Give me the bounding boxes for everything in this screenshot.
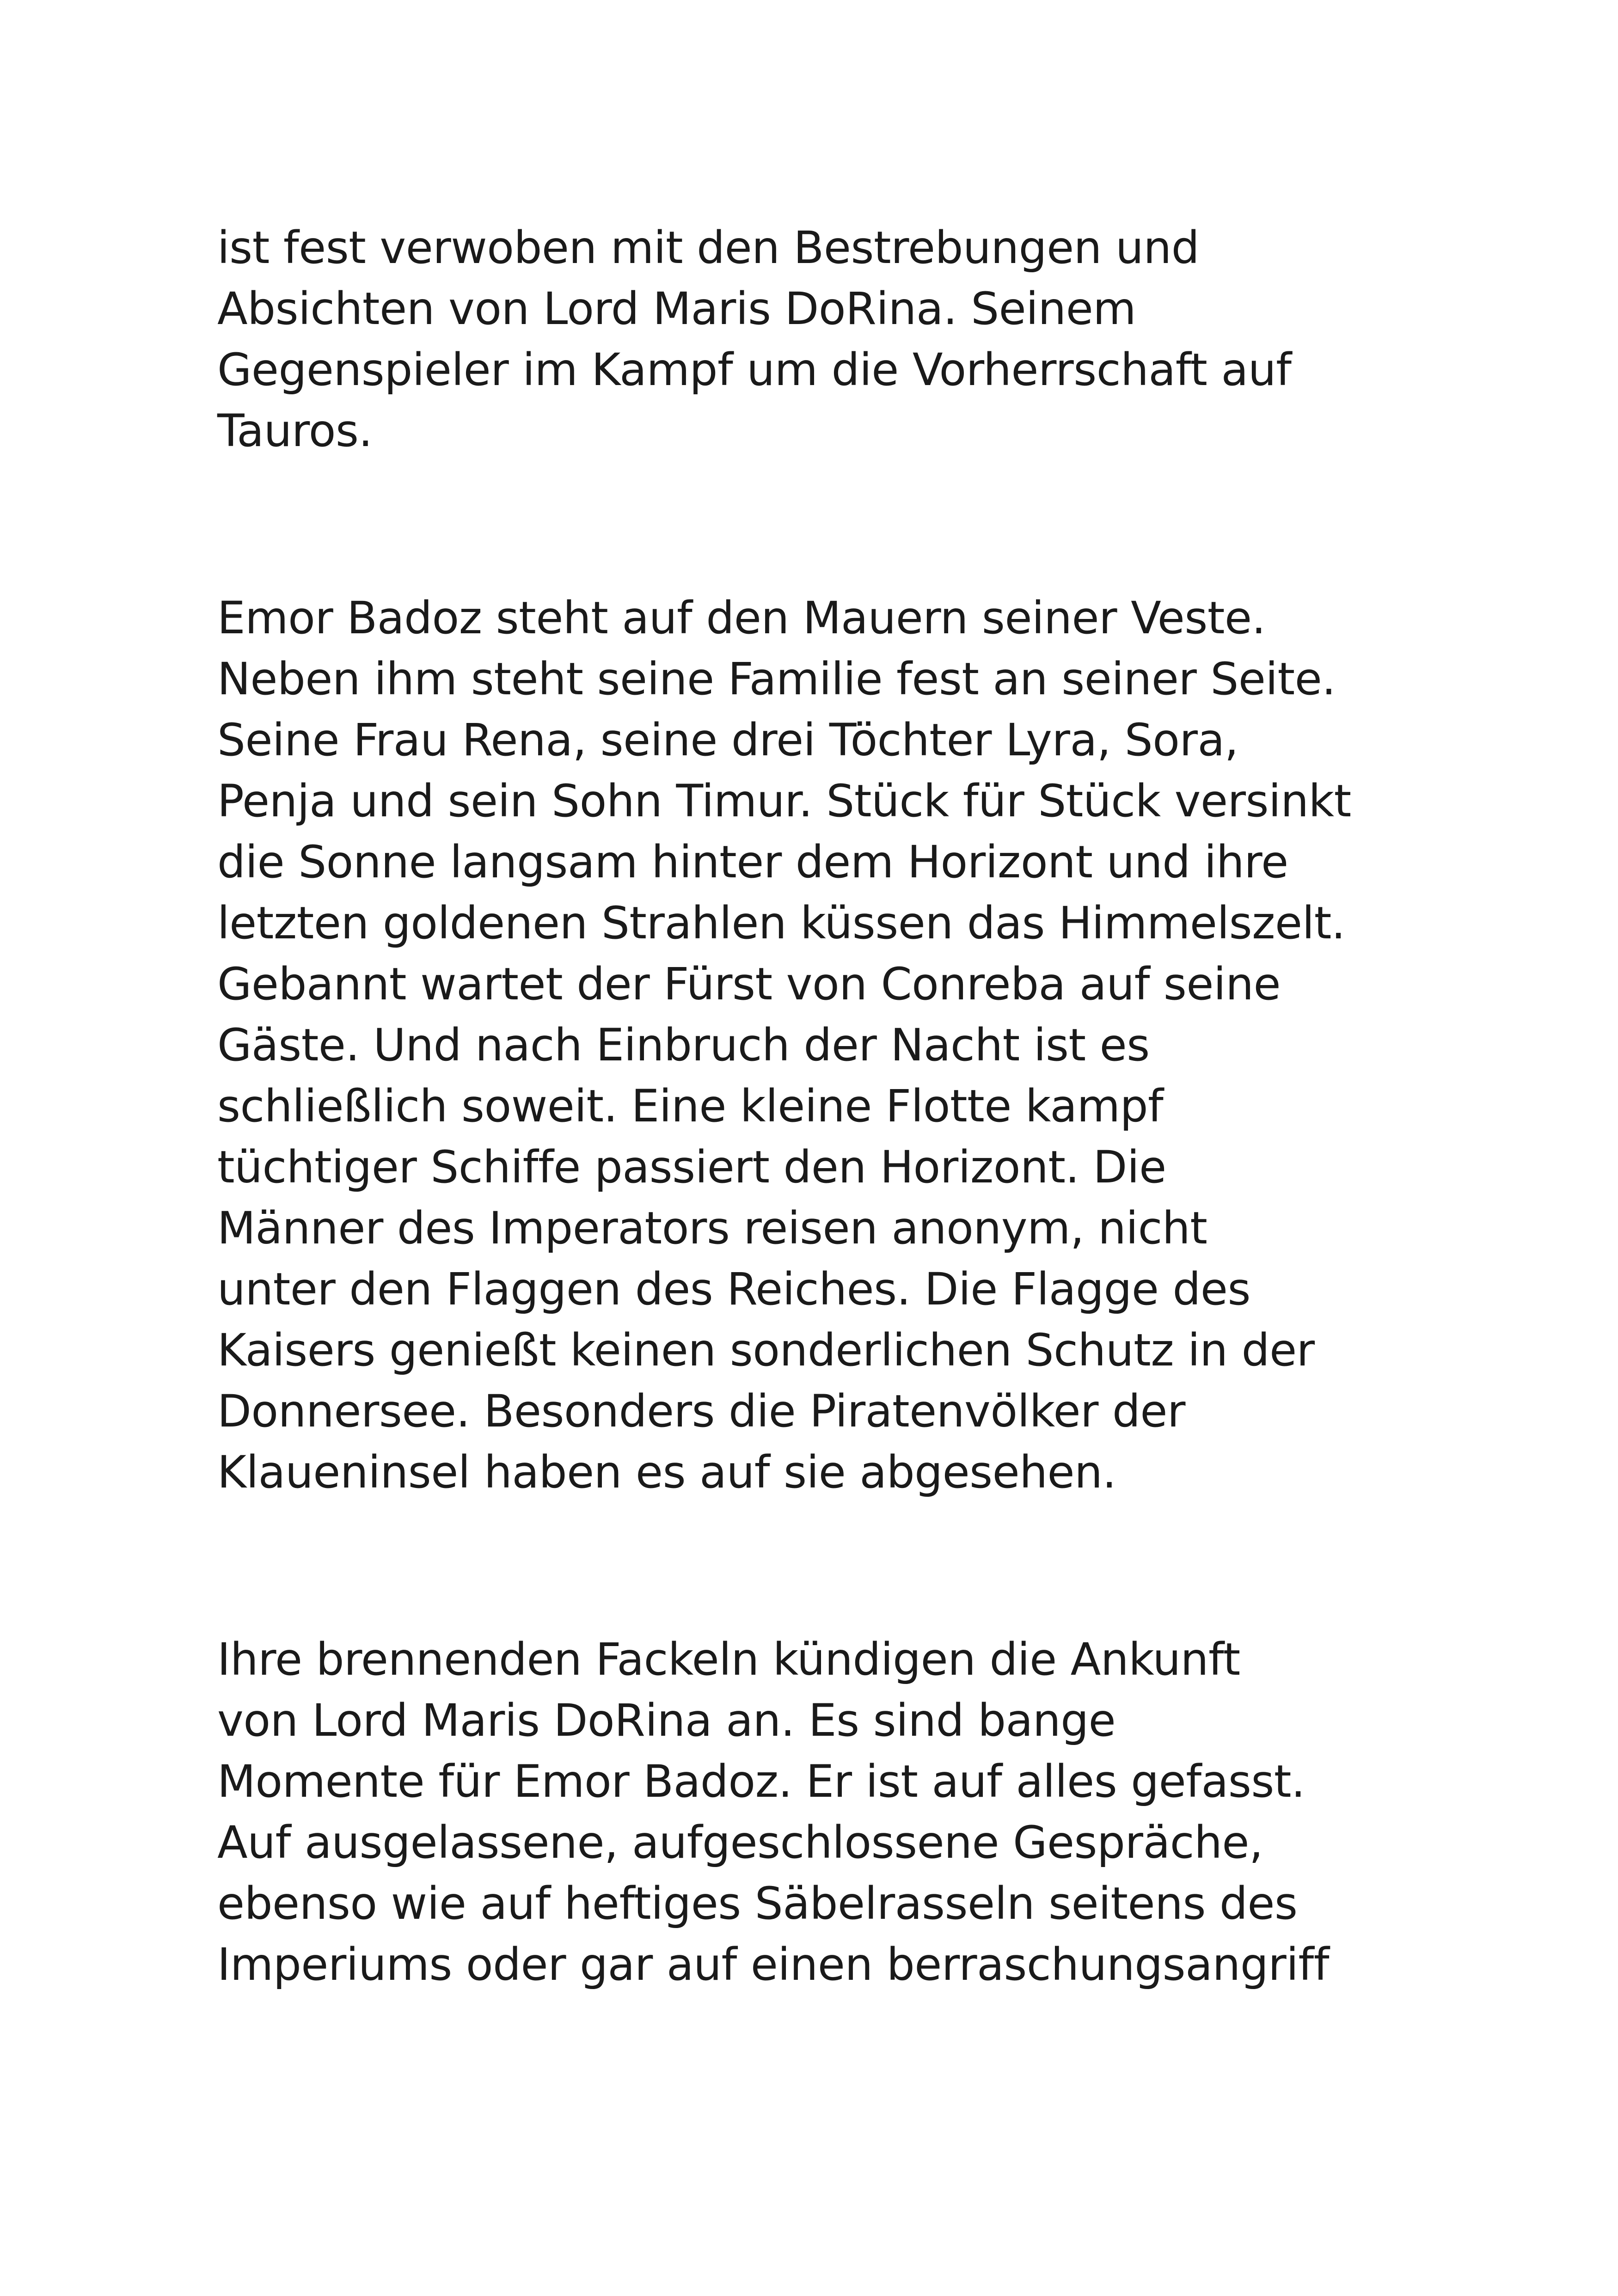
text-line: Männer des Imperators reisen anonym, nicht	[217, 1202, 1207, 1254]
text-line: Neben ihm steht seine Familie fest an seiner Seite.	[217, 653, 1336, 705]
text-line: Penja und sein Sohn Timur. Stück für Stück versinkt	[217, 775, 1351, 827]
text-line: Donnersee. Besonders die Piratenvölker der	[217, 1385, 1185, 1437]
text-line: Auf ausgelassene, aufgeschlossene Gespräche,	[217, 1817, 1263, 1868]
text-line: Gäste. Und nach Einbruch der Nacht ist es	[217, 1019, 1150, 1071]
text-line: ist fest verwoben mit den Bestrebungen und	[217, 222, 1200, 274]
text-line: Momente für Emor Badoz. Er ist auf alles gefasst.	[217, 1756, 1305, 1807]
text-line: Seine Frau Rena, seine drei Töchter Lyra, Sora,	[217, 714, 1238, 766]
text-line: Emor Badoz steht auf den Mauern seiner Veste.	[217, 592, 1266, 644]
paragraph-1	[217, 217, 1419, 461]
text-line: Gegenspieler im Kampf um die Vorherrschaft auf	[217, 344, 1292, 396]
text-line: von Lord Maris DoRina an. Es sind bange	[217, 1695, 1116, 1746]
text-line: Tauros.	[217, 405, 373, 457]
text-line: Absichten von Lord Maris DoRina. Seinem	[217, 283, 1136, 335]
text-line: ebenso wie auf heftiges Säbelrasseln seitens des	[217, 1878, 1298, 1929]
paragraph-2	[217, 588, 1419, 1503]
text-line: Ihre brennenden Fackeln kündigen die Ankunft	[217, 1634, 1240, 1685]
text-line: Klaueninsel haben es auf sie abgesehen.	[217, 1446, 1116, 1498]
text-line: Gebannt wartet der Fürst von Conreba auf seine	[217, 958, 1281, 1010]
text-line: unter den Flaggen des Reiches. Die Flagge des	[217, 1263, 1250, 1315]
text-line: schließlich soweit. Eine kleine Flotte kampf	[217, 1080, 1164, 1132]
text-line: Imperiums oder gar auf einen berraschungsangriff	[217, 1939, 1330, 1990]
text-line: Kaisers genießt keinen sonderlichen Schutz in der	[217, 1324, 1315, 1376]
text-line: tüchtiger Schiffe passiert den Horizont. Die	[217, 1141, 1166, 1193]
text-line: die Sonne langsam hinter dem Horizont und ihre	[217, 836, 1288, 888]
text-line: letzten goldenen Strahlen küssen das Himmelszelt.	[217, 897, 1345, 949]
paragraph-3	[217, 1629, 1419, 1995]
